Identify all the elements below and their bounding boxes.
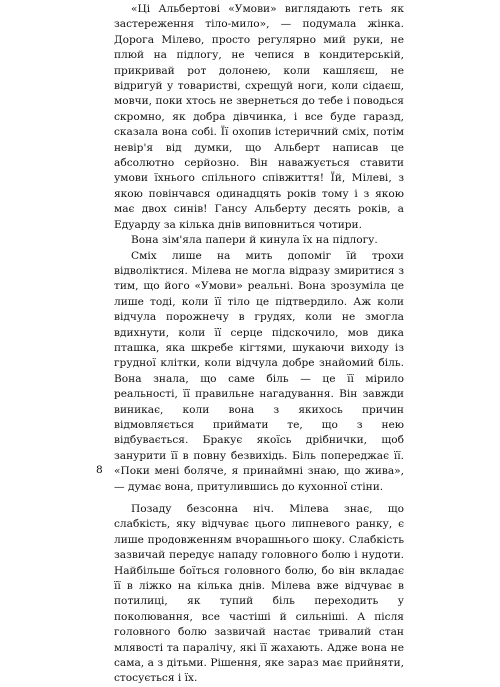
body-text [114, 2, 404, 687]
page-number: 8 [96, 464, 103, 476]
paragraph-3: Сміх лише на мить допоміг їй трохи відволіктися. Мілева не могла відразу змиритися з тим, що його «Умови» реальні. Вона зрозуміла це лише тоді, коли її тіло це підтвердило. Аж коли відчула порожнечу в грудях, коли не змогла вдихнути, коли її серце підскочило, мов дика пташка, яка шкребе кігтями, шукаючи виходу із грудної клітки, коли відчула добре знайомий біль. Вона знала, що саме біль — це її мірило реальності, її правильне нагадування. Він завжди виникає, коли вона з якихось причин відмовляється приймати те, що з нею відбувається. Бракує якоїсь дрібнички, щоб занурити її в повну безвихідь. Біль попереджає її. «Поки мені боляче, я принаймні знаю, що жива», — думає вона, притулившись до кухонної стіни. [114, 249, 404, 493]
paragraph-2: Вона зім'яла папери й кинула їх на підлогу. [131, 234, 378, 247]
paragraph-1: «Ці Альбертові «Умови» виглядають геть як застереження тіло-мило», — подумала жінка. Дорога Мілево, просто регулярно мий руки, не плюй на підлогу, не чепися в кондитерській, прикривай рот долонею, коли кашляєш, не відригуй у товаристві, схрещуй ноги, коли сідаєш, мовчи, поки хтось не звернеться до тебе і поводься скромно, як добра дівчинка, і все буде гаразд, сказала вона собі. Її охопив істеричний сміх, потім невір'я від думки, що Альберт написав це абсолютно серйозно. Він наважується ставити умови їхнього спільного співжиття! Їй, Мілеві, з якою повінчався одинадцять років тому і з якою має двох синів! Гансу Альберту десять років, а Едуарду за кілька днів виповниться чотири. [114, 3, 404, 231]
paragraph-4: Позаду безсонна ніч. Мілева знає, що слабкість, яку відчуває цього липневого ранку, є лише продовженням вчорашнього шоку. Слабкість зазвичай передує нападу головного болю і нудоти. Найбільше боїться головного болю, бо він вкладає її в ліжко на кілька днів. Мілева вже відчуває в потилиці, як тупий біль переходить у пoколювання, все частіші й сильніші. А після головного болю зазвичай настає тривалий стан млявості та паралічу, які її жахають. Адже вона не сама, а з дітьми. Рішення, яке зараз має прийняти, стосується і їх. [114, 503, 404, 685]
